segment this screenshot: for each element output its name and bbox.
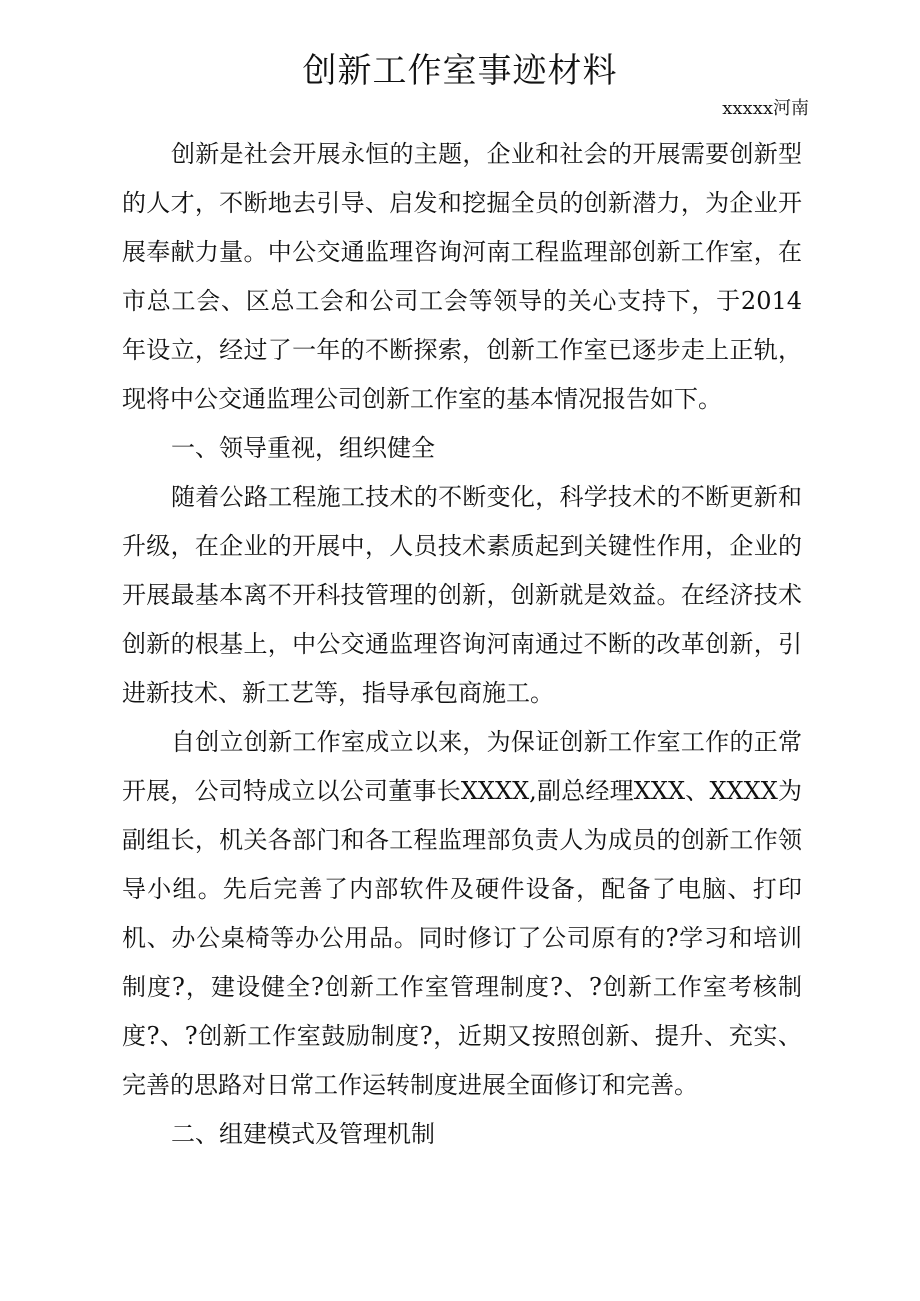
- paragraph-intro: 创新是社会开展永恒的主题，企业和社会的开展需要创新型的人才，不断地去引导、启发和挖掘全员的创新潜力，为企业开展奉献力量。中公交通监理咨询河南工程监理部创新工作室，在市总工会、区总工会和公司工会等领导的关心支持下，于2014年设立，经过了一年的不断探索，创新工作室已逐步走上正轨，现将中公交通监理公司创新工作室的基本情况报告如下。: [122, 140, 802, 413]
- paragraph-organization: 自创立创新工作室成立以来，为保证创新工作室工作的正常开展，公司特成立以公司董事长XXXX,副总经理XXX、XXXX为副组长，机关各部门和各工程监理部负责人为成员的创新工作领导小组。先后完善了内部软件及硬件设备，配备了电脑、打印机、办公桌椅等办公用品。同时修订了公司原有的?学习和培训制度?，建设健全?创新工作室管理制度?、?创新工作室考核制度?、?创新工作室鼓励制度?，近期又按照创新、提升、充实、完善的思路对日常工作运转制度进展全面修订和完善。: [122, 728, 802, 1099]
- paragraph-tech-change: 随着公路工程施工技术的不断变化，科学技术的不断更新和升级，在企业的开展中，人员技术素质起到关键性作用，企业的开展最基本离不开科技管理的创新，创新就是效益。在经济技术创新的根基上，中公交通监理咨询河南通过不断的改革创新，引进新技术、新工艺等，指导承包商施工。: [122, 483, 802, 707]
- document-title: 创新工作室事迹材料: [302, 51, 618, 91]
- document-body: [122, 130, 802, 1159]
- section-heading-2: 二、组建模式及管理机制: [171, 1120, 435, 1148]
- section-heading-1: 一、领导重视，组织健全: [171, 434, 435, 462]
- author-line: xxxxx河南: [722, 98, 809, 119]
